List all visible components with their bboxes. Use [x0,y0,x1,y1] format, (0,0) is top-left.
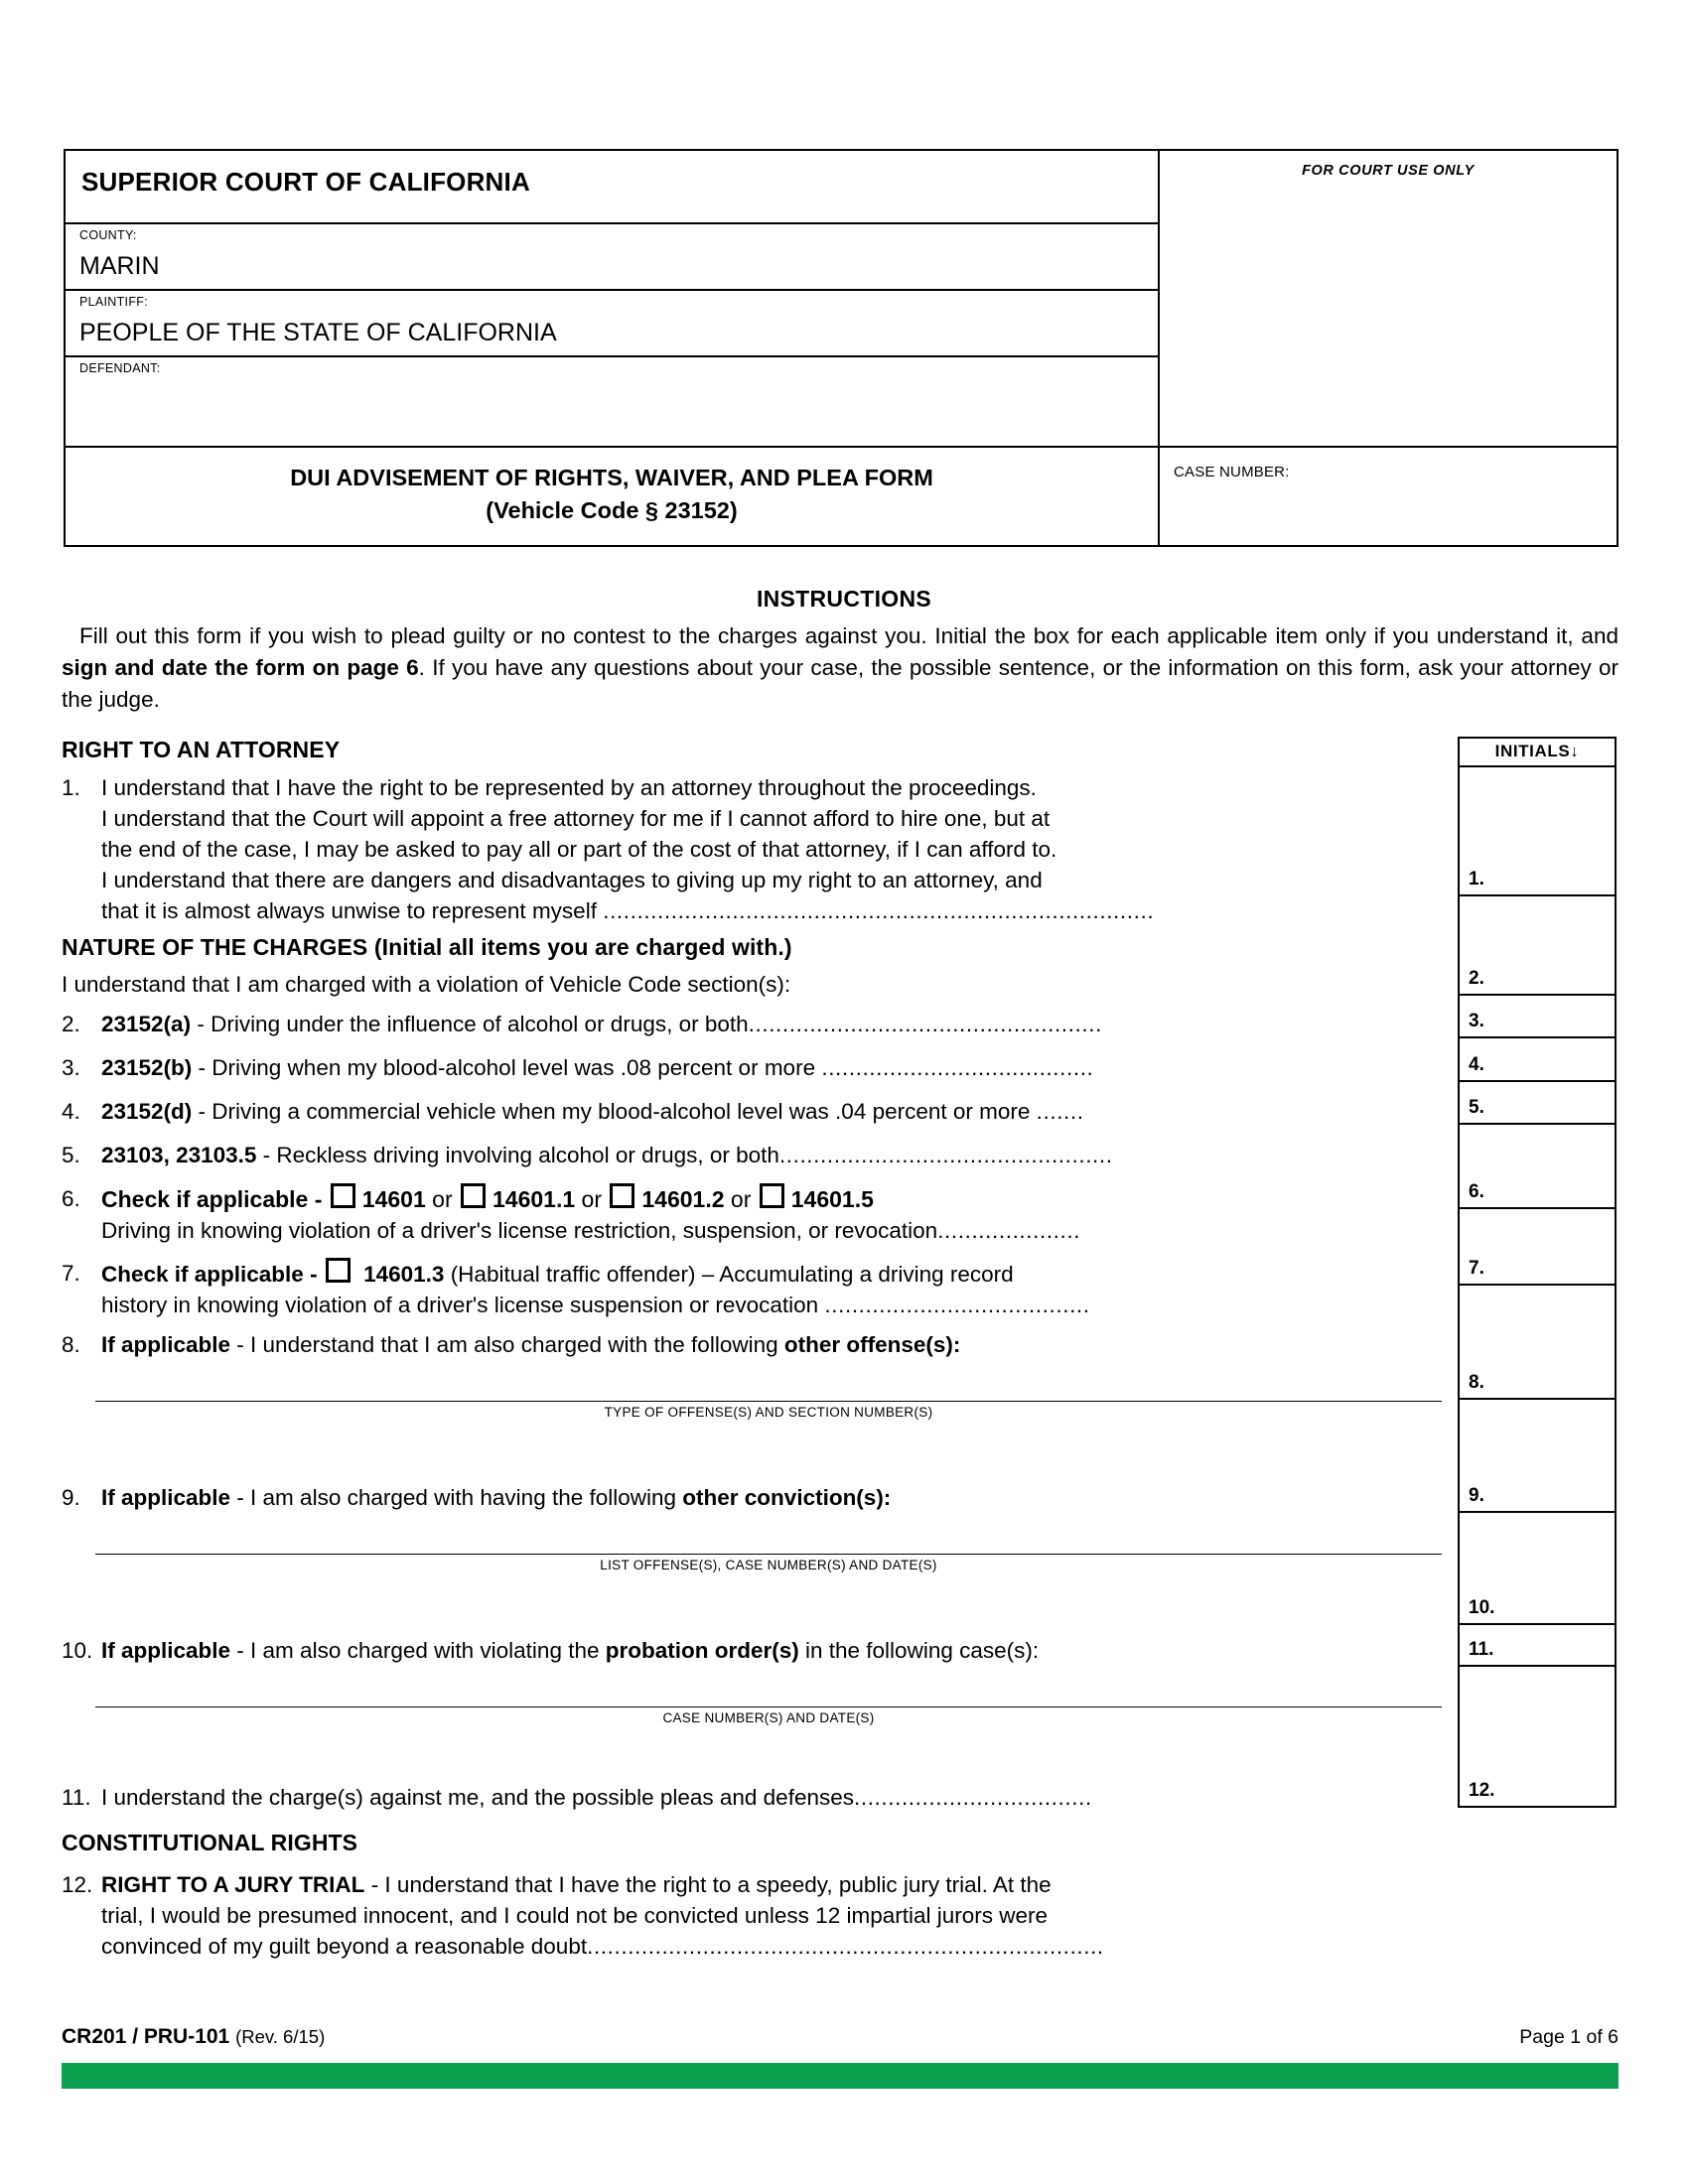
initials-cell-4[interactable] [1460,1038,1615,1082]
item-4-text [101,1096,1448,1140]
item-1-line-3: the end of the case, I may be asked to pay all or part of the cost of that attorney, if I can afford to. [101,837,1057,862]
initials-column [1458,737,1617,1808]
court-use-only-cell [1159,150,1618,447]
item-2-number: 2. [62,1012,80,1036]
item-9-bold-prefix: If applicable [101,1485,231,1510]
section-heading-constitutional: CONSTITUTIONAL RIGHTS [62,1830,358,1855]
item-3-number: 3. [62,1055,80,1080]
item-3-text [101,1052,1448,1096]
item-8-text [101,1329,1448,1365]
initials-cell-7[interactable] [1460,1209,1615,1286]
form-revision: (Rev. 6/15) [235,2026,326,2047]
item-1-line-5-wrap [101,895,1448,926]
item-6-row [62,1183,1448,1258]
court-name-cell [65,150,1159,223]
item-1-number: 1. [62,775,80,800]
item-4-desc: - Driving a commercial vehicle when my blood-alcohol level was .04 percent or more [192,1099,1037,1124]
item-2-text [101,1009,1448,1052]
item-11-number: 11. [62,1785,91,1810]
instructions-heading: INSTRUCTIONS [756,586,932,612]
item-10-fill-line[interactable] [95,1706,1442,1707]
item-5-desc: - Reckless driving involving alcohol or drugs, or both [256,1143,779,1167]
checkbox-14601[interactable] [331,1183,355,1208]
item-10-desc-2: in the following case(s): [798,1638,1040,1663]
initials-cell-9[interactable] [1460,1400,1615,1513]
item-6-or-1: or [432,1186,453,1212]
item-2-desc: - Driving under the influence of alcohol or drugs, or both [191,1012,749,1036]
item-9-text [101,1482,1448,1518]
charges-intro: I understand that I am charged with a violation of Vehicle Code section(s): [62,972,791,997]
court-name: SUPERIOR COURT OF CALIFORNIA [81,167,530,197]
caption-table [64,149,1618,547]
item-6-or-2: or [581,1186,602,1212]
section-heading-attorney: RIGHT TO AN ATTORNEY [62,737,341,762]
item-5-leader: ................................................. [778,1143,1113,1167]
item-10-text [101,1635,1448,1671]
item-9-fill-area[interactable] [62,1554,1448,1605]
initials-cell-6[interactable] [1460,1125,1615,1209]
item-8-bold-suffix: other offense(s): [783,1332,961,1357]
initials-header-label: INITIALS [1494,742,1571,760]
item-10-bold-suffix: probation order(s) [605,1638,799,1663]
form-items-column [62,737,1448,1965]
item-8-fill-caption: TYPE OF OFFENSE(S) AND SECTION NUMBER(S) [604,1405,933,1420]
item-8-desc: - I understand that I am also charged with the following [230,1332,784,1357]
initials-cell-3[interactable] [1460,996,1615,1038]
item-6-checkbox-line [101,1183,1448,1215]
item-7-line-2: history in knowing violation of a driver's license suspension or revocation [101,1293,825,1317]
item-4-number: 4. [62,1099,80,1124]
initials-header [1460,739,1615,767]
case-number-cell[interactable] [1159,447,1618,546]
item-11-leader: ................................... [854,1785,1092,1810]
initials-cell-2[interactable] [1460,896,1615,996]
item-6-option-1: 14601 [361,1186,426,1212]
charges-heading-bold: NATURE OF THE CHARGES [62,934,368,960]
item-6-text [101,1183,1448,1258]
item-6-option-4: 14601.5 [790,1186,874,1212]
item-3-desc: - Driving when my blood-alcohol level was .08 percent or more [192,1055,822,1080]
item-9-desc: - I am also charged with having the following [230,1485,683,1510]
item-7-line-1 [101,1258,1448,1290]
form-title-cell [65,447,1159,546]
item-6-leader: ..................... [937,1218,1081,1243]
instructions-line-1: Fill out this form if you wish to plead guilty or no contest to the charges against you. Initial the box for each [79,623,1160,648]
initials-cell-10-number: 10. [1469,1597,1495,1618]
item-8-fill-line[interactable] [95,1401,1442,1402]
item-1-leader: ................................................................................. [603,898,1155,923]
initials-cell-1[interactable] [1460,767,1615,896]
item-9-number: 9. [62,1485,80,1510]
item-11-text [101,1782,1448,1830]
initials-cell-3-number: 3. [1469,1011,1484,1031]
initials-cell-6-number: 6. [1469,1181,1484,1202]
item-8-fill-area[interactable] [62,1401,1448,1452]
initials-cell-2-number: 2. [1469,968,1484,989]
instructions-line-3: your case, the possible sentence, or the information on this form, ask your attorney or the judge. [62,655,1618,712]
item-7-row [62,1258,1448,1329]
initials-cell-5-number: 5. [1469,1097,1484,1118]
item-1-line-5: that it is almost always unwise to represent myself [101,898,597,923]
item-12-bold-prefix: RIGHT TO A JURY TRIAL [101,1872,365,1897]
plaintiff-label: PLAINTIFF: [79,295,148,309]
court-use-only-label: FOR COURT USE ONLY [1302,163,1475,179]
item-1-line-2: I understand that the Court will appoint a free attorney for me if I cannot afford to hire one, but at [101,806,1051,831]
item-8-bold-prefix: If applicable [101,1332,231,1357]
case-number-label: CASE NUMBER: [1174,464,1290,480]
initials-cell-11[interactable] [1460,1625,1615,1667]
initials-cell-1-number: 1. [1469,869,1484,889]
item-9-fill-line[interactable] [95,1554,1442,1555]
defendant-label: DEFENDANT: [79,361,161,375]
item-10-bold-prefix: If applicable [101,1638,231,1663]
initials-cell-12[interactable] [1460,1667,1615,1806]
item-12-number: 12. [62,1872,93,1897]
item-9-row [62,1452,1448,1518]
item-7-option: 14601.3 [363,1262,445,1287]
item-2-row [62,1009,1448,1052]
form-title-line1: DUI ADVISEMENT OF RIGHTS, WAIVER, AND PLEA FORM [290,465,933,490]
instructions-line-2b: . If you have any questions about [418,655,754,680]
initials-cell-8[interactable] [1460,1286,1615,1400]
checkbox-14601-2[interactable] [610,1183,634,1208]
item-10-row [62,1605,1448,1671]
item-12-line-1-rest: - I understand that I have the right to a speedy, public jury trial. At the [364,1872,1052,1897]
item-12-line-2: trial, I would be presumed innocent, and I could not be convicted unless 12 impartial jurors were [101,1903,1049,1928]
item-3-leader: ........................................ [821,1055,1094,1080]
item-6-number: 6. [62,1186,80,1211]
initials-cell-10[interactable] [1460,1513,1615,1625]
initials-cell-11-number: 11. [1469,1639,1494,1660]
item-2-code: 23152(a) [101,1012,192,1036]
item-3-row [62,1052,1448,1096]
item-12-line-3-wrap [101,1931,1448,1962]
item-6-or-3: or [730,1186,752,1212]
checkbox-14601-3[interactable] [326,1258,351,1283]
form-identifier [62,2025,325,2049]
item-12-row [62,1869,1448,1965]
initials-cell-4-number: 4. [1469,1054,1484,1075]
item-5-text [101,1140,1448,1183]
item-6-option-3: 14601.2 [641,1186,725,1212]
instructions-line-2-bold: sign and date the form on page 6 [62,655,419,680]
item-6-line-2: Driving in knowing violation of a driver's license restriction, suspension, or revocation [101,1218,938,1243]
item-1-line-4: I understand that there are dangers and disadvantages to giving up my right to an attorney, and [101,868,1043,892]
item-10-fill-area[interactable] [62,1706,1448,1760]
county-value[interactable]: MARIN [79,252,160,280]
item-1-row [62,772,1448,926]
item-3-code: 23152(b) [101,1055,193,1080]
form-title-line2: (Vehicle Code § 23152) [486,497,738,523]
initials-cell-8-number: 8. [1469,1372,1484,1393]
item-10-number: 10. [62,1638,93,1663]
item-1-line-1: I understand that I have the right to be represented by an attorney throughout the proceedings. [101,775,1037,800]
item-5-code: 23103, 23103.5 [101,1143,257,1167]
form-code: CR201 / PRU-101 [62,2025,230,2048]
item-4-row [62,1096,1448,1140]
instructions-line-2a: applicable item only if you understand it, and [1167,623,1618,648]
item-7-text [101,1258,1448,1329]
initials-cell-7-number: 7. [1469,1258,1484,1279]
county-cell[interactable] [65,223,1159,290]
item-9-fill-caption: LIST OFFENSE(S), CASE NUMBER(S) AND DATE(S) [600,1558,937,1572]
item-7-leader: ....................................... [824,1293,1090,1317]
footer-green-bar [62,2063,1618,2089]
form-title [66,448,1158,543]
item-6-option-2: 14601.1 [492,1186,576,1212]
item-12-text [101,1869,1448,1965]
item-10-desc: - I am also charged with violating the [230,1638,606,1663]
item-12-leader: ............................................................................ [587,1934,1104,1959]
item-8-number: 8. [62,1332,80,1357]
instructions-body [62,620,1618,716]
page-number: Page 1 of 6 [1519,2026,1618,2048]
section-heading-charges [62,926,1448,969]
item-7-line-2-wrap [101,1290,1448,1320]
plaintiff-cell[interactable] [65,290,1159,356]
charges-heading-paren: (Initial all items you are charged with.) [373,934,792,960]
item-8-row [62,1329,1448,1365]
checkbox-14601-1[interactable] [461,1183,486,1208]
item-9-bold-suffix: other conviction(s): [682,1485,892,1510]
initials-cell-5[interactable] [1460,1082,1615,1125]
item-10-fill-caption: CASE NUMBER(S) AND DATE(S) [662,1710,875,1725]
item-7-after: (Habitual traffic offender) – Accumulating a driving record [444,1262,1014,1287]
item-12-line-3: convinced of my guilt beyond a reasonable doubt [101,1934,588,1959]
item-7-prefix: Check if applicable - [101,1262,324,1287]
item-11-row [62,1760,1448,1830]
plaintiff-value[interactable]: PEOPLE OF THE STATE OF CALIFORNIA [79,319,557,346]
item-7-number: 7. [62,1261,80,1286]
defendant-cell[interactable] [65,356,1159,447]
item-6-prefix: Check if applicable - [101,1186,323,1212]
item-12-line-1 [101,1869,1448,1900]
initials-cell-12-number: 12. [1469,1780,1495,1801]
item-1-text [101,772,1448,926]
checkbox-14601-5[interactable] [760,1183,784,1208]
defendant-value[interactable] [79,375,1158,446]
item-5-row [62,1140,1448,1183]
item-11-desc: I understand the charge(s) against me, and the possible pleas and defenses [101,1785,854,1810]
item-4-leader: ....... [1036,1099,1084,1124]
item-5-number: 5. [62,1143,80,1167]
item-2-leader: .................................................... [748,1012,1102,1036]
item-6-line-2-wrap [101,1215,1448,1246]
page-footer [62,2025,1618,2049]
county-label: COUNTY: [79,228,137,242]
item-4-code: 23152(d) [101,1099,193,1124]
down-arrow-icon: ↓ [1570,742,1580,760]
initials-cell-9-number: 9. [1469,1485,1484,1506]
